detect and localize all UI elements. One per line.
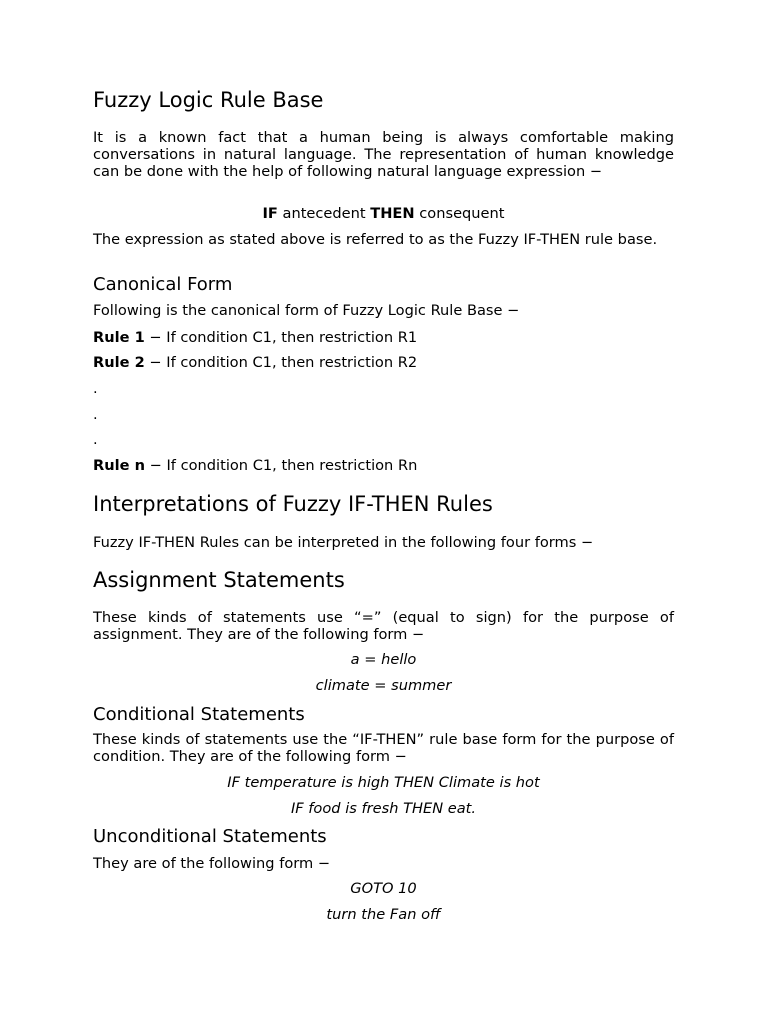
canonical-heading: Canonical Form <box>93 274 233 295</box>
ellipsis-dot: . <box>93 406 98 423</box>
rule-1 <box>93 329 674 346</box>
interpretations-heading: Interpretations of Fuzzy IF-THEN Rules <box>93 492 493 516</box>
canonical-intro: Following is the canonical form of Fuzzy Logic Rule Base − <box>93 302 520 319</box>
conditional-example-1: IF temperature is high THEN Climate is hot <box>227 774 540 791</box>
assignment-example-2: climate = summer <box>315 677 452 694</box>
conditional-example-2: IF food is fresh THEN eat. <box>290 800 477 817</box>
if-then-expression <box>93 205 674 222</box>
rule-2 <box>93 354 674 371</box>
page-title: Fuzzy Logic Rule Base <box>93 88 324 112</box>
assignment-text: These kinds of statements use “=” (equal to sign) for the purpose of assignment. They are of the following form − <box>93 609 674 643</box>
ellipsis-dot: . <box>93 431 98 448</box>
antecedent-text: antecedent <box>277 205 371 222</box>
expression-note: The expression as stated above is referred to as the Fuzzy IF-THEN rule base. <box>93 231 658 248</box>
rule-1-text: − If condition C1, then restriction R1 <box>144 329 418 346</box>
rule-n-text: − If condition C1, then restriction Rn <box>145 457 418 474</box>
rule-n <box>93 457 674 474</box>
unconditional-example-1: GOTO 10 <box>350 880 417 897</box>
unconditional-heading: Unconditional Statements <box>93 826 327 847</box>
conditional-heading: Conditional Statements <box>93 704 305 725</box>
consequent-text: consequent <box>414 205 505 222</box>
assignment-heading: Assignment Statements <box>93 568 345 592</box>
interpretations-text: Fuzzy IF-THEN Rules can be interpreted in the following four forms − <box>93 534 594 551</box>
if-keyword: IF <box>262 205 278 222</box>
intro-paragraph: It is a known fact that a human being is always comfortable making conversations in natural language. The representation of human knowledge can be done with the help of following natural language expression − <box>93 129 674 180</box>
assignment-example-1: a = hello <box>350 651 417 668</box>
unconditional-example-2: turn the Fan off <box>326 906 441 923</box>
then-keyword: THEN <box>370 205 415 222</box>
rule-1-label: Rule 1 <box>93 329 145 346</box>
ellipsis-dot: . <box>93 380 98 397</box>
unconditional-text: They are of the following form − <box>93 855 331 872</box>
rule-2-label: Rule 2 <box>93 354 145 371</box>
rule-2-text: − If condition C1, then restriction R2 <box>144 354 418 371</box>
rule-n-label: Rule n <box>93 457 145 474</box>
conditional-text: These kinds of statements use the “IF-THEN” rule base form for the purpose of condition. They are of the following form − <box>93 731 674 765</box>
